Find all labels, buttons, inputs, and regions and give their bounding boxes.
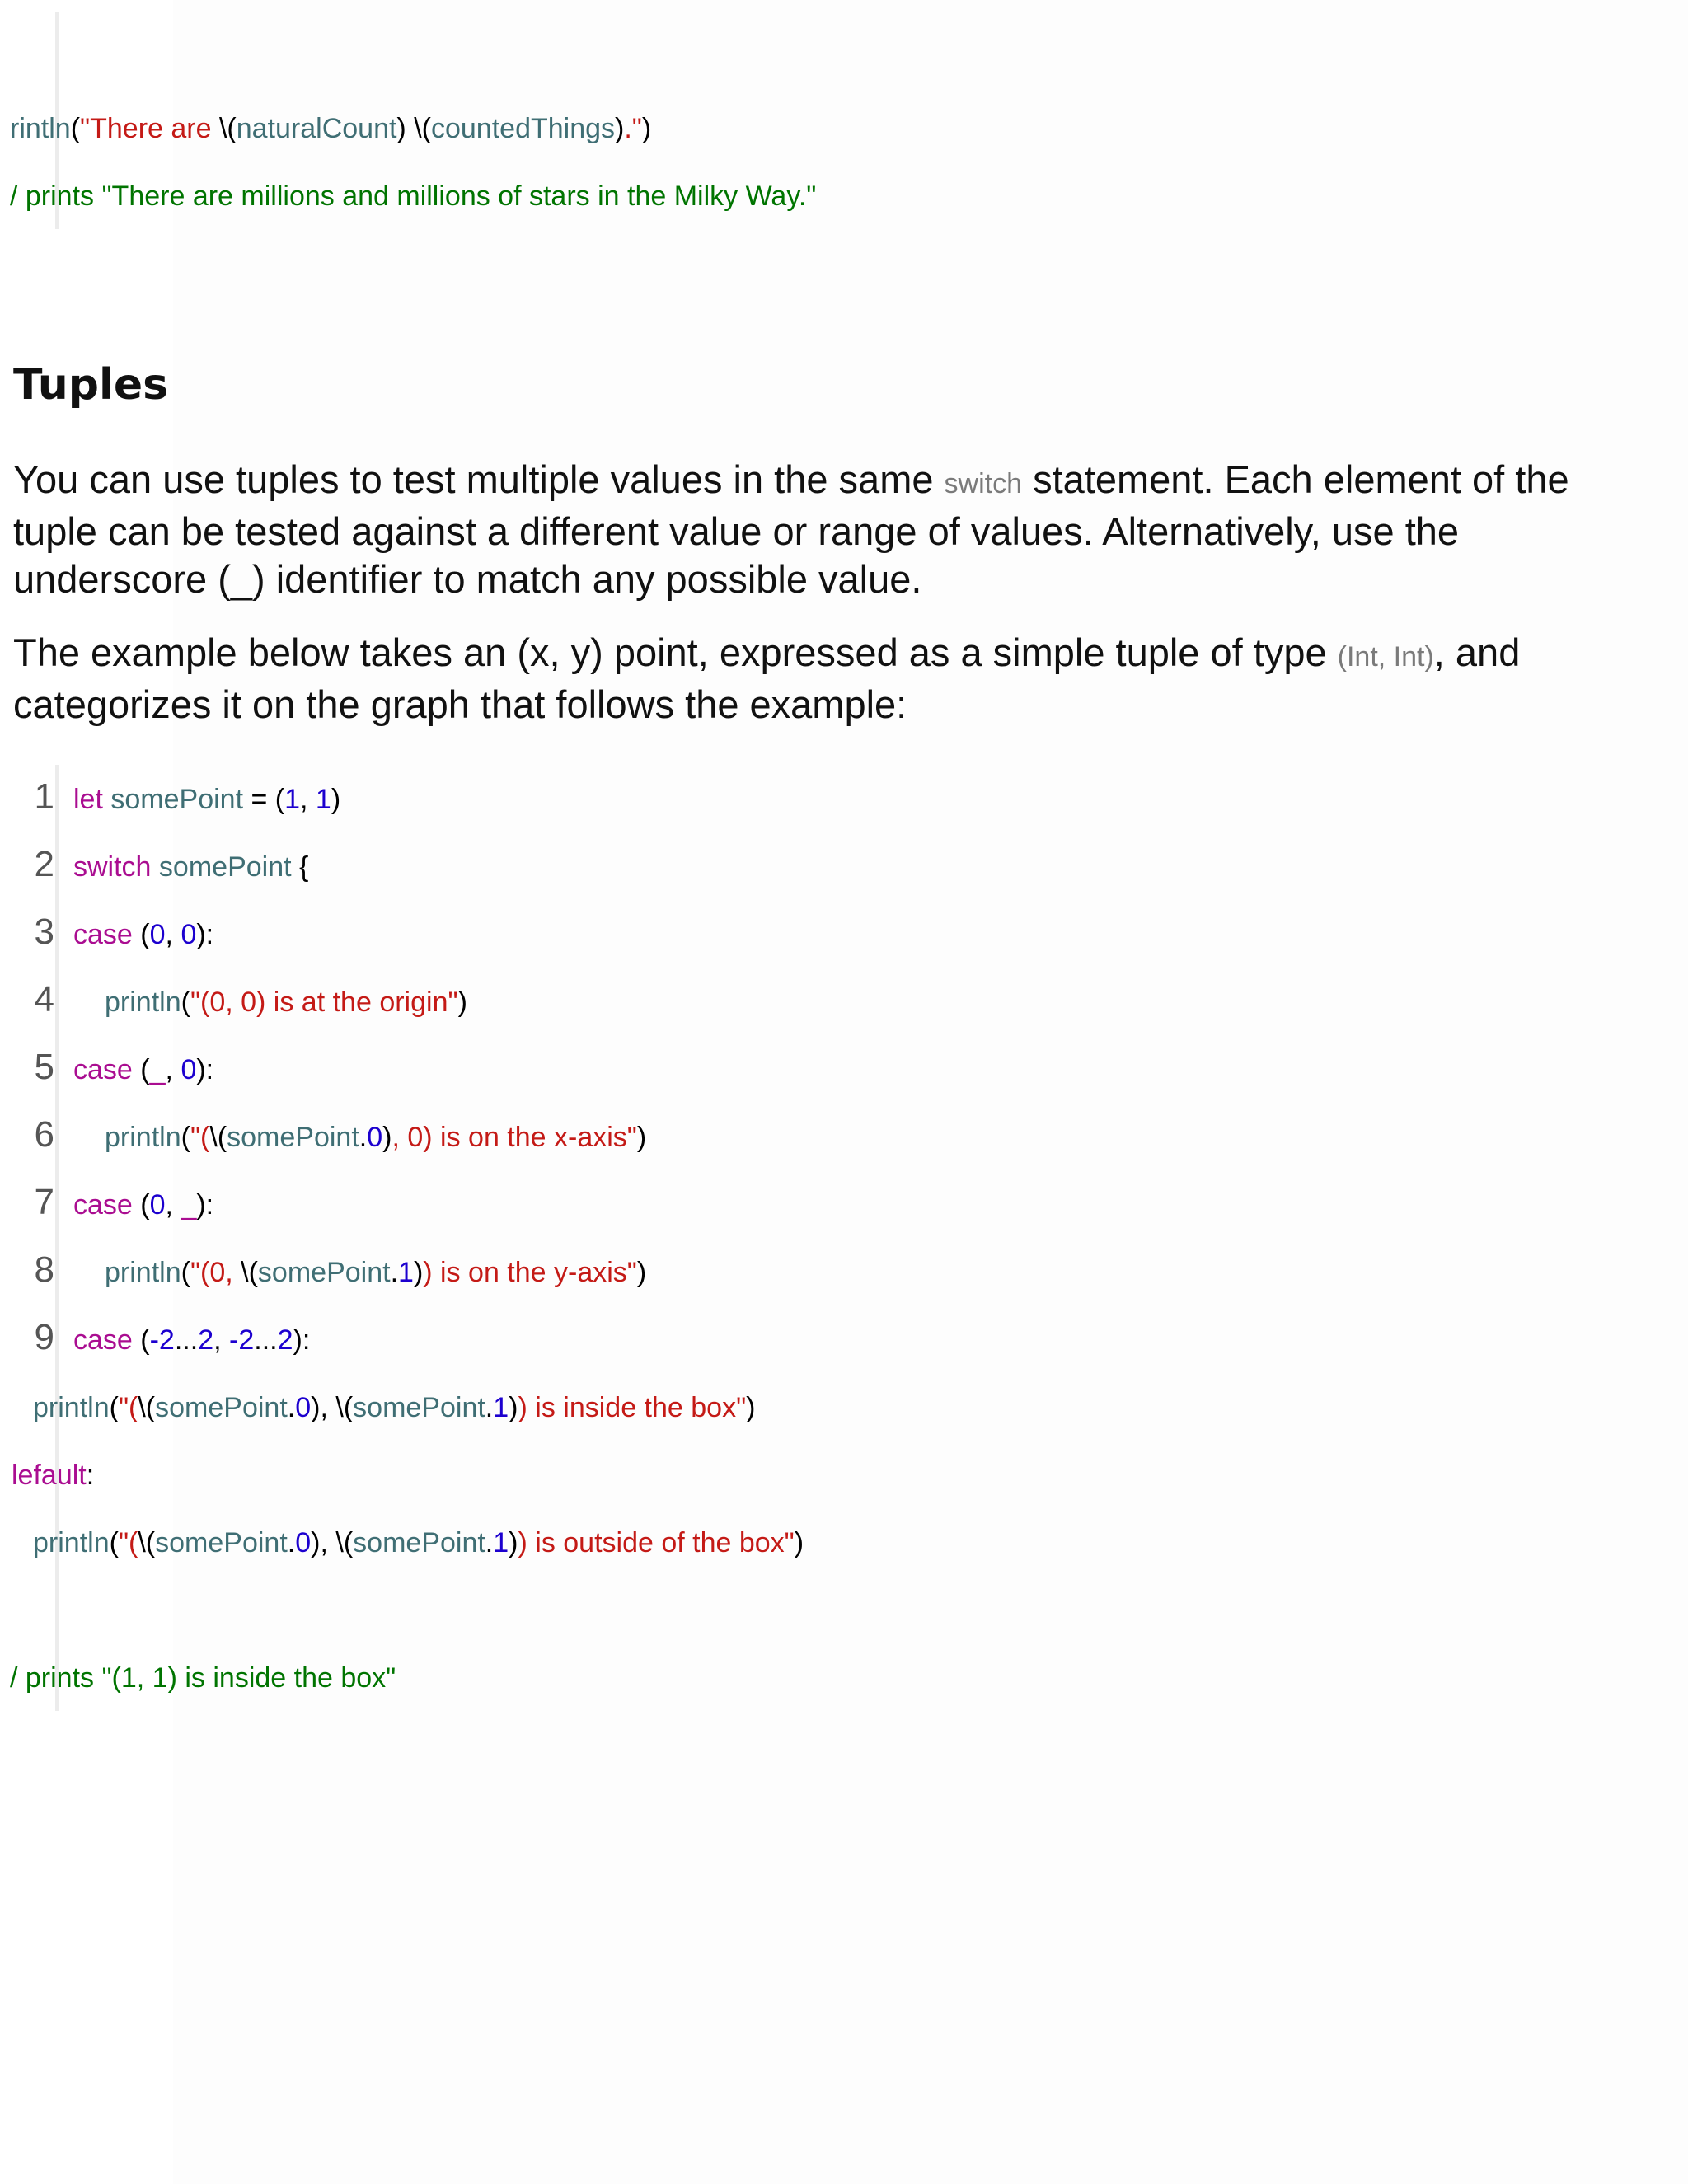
token-number: 0 [295,1527,312,1558]
inline-code-switch: switch [944,468,1023,499]
code-line-4 [105,986,467,1019]
code-comment-prints-stars: / prints "There are millions and millions of stars in the Milky Way." [10,180,817,212]
token-number: 1 [284,784,301,815]
code-gutter-example [55,765,59,1711]
token-string: "(0, 0) is at the origin" [190,987,458,1018]
token-punct: ( [181,987,190,1018]
token-punct: ) [641,113,652,144]
token-punct: ): [196,1054,214,1085]
token-punct: : [86,1460,95,1491]
code-line-7 [73,1188,213,1221]
token-keyword: case [73,1054,133,1085]
code-line-10 [33,1391,755,1424]
token-operator: = [243,784,275,815]
token-punct: ( [181,1257,190,1288]
token-interp: \( [335,1392,354,1423]
token-interp: \( [209,1122,227,1153]
line-number-5: 5 [34,1047,54,1087]
token-function: println [33,1527,110,1558]
code-line-println-natural-count [10,112,651,145]
token-punct: , [300,784,316,815]
token-operator: ... [254,1324,278,1356]
token-string: ) is outside of the box" [518,1527,795,1558]
token-function: println [105,1122,181,1153]
token-punct: ): [293,1324,311,1356]
token-punct: ( [274,784,285,815]
token-function: rintln [10,113,71,144]
token-string: "( [118,1392,138,1423]
token-number: 1 [493,1527,509,1558]
token-punct: . [359,1122,368,1153]
token-wildcard: _ [181,1189,197,1221]
token-function: println [33,1392,110,1423]
token-punct: . [485,1527,494,1558]
token-number: -2 [149,1324,175,1356]
token-punct: ) [331,784,341,815]
token-punct: ) [636,1122,647,1153]
token-keyword: case [73,1324,133,1356]
token-punct: ) [509,1527,518,1558]
token-keyword: let [73,784,103,815]
code-line-3 [73,918,213,951]
inline-code-int-int: (Int, Int) [1337,641,1434,673]
token-punct: ( [132,919,150,950]
token-identifier: somePoint [155,1527,288,1558]
line-number-3: 3 [34,912,54,952]
token-punct: ) [396,113,415,144]
line-number-2: 2 [34,844,54,884]
line-number-7: 7 [34,1182,54,1222]
token-punct: ) [382,1122,392,1153]
token-punct: ( [109,1527,119,1558]
token-keyword: case [73,1189,133,1221]
token-punct: , [320,1392,336,1423]
token-punct: ) [636,1257,647,1288]
line-number-9: 9 [34,1317,54,1357]
token-identifier: somePoint [158,851,292,883]
token-number: 1 [493,1392,509,1423]
token-function: println [105,1257,181,1288]
paragraph-text: You can use tuples to test multiple values in the same [13,457,945,501]
token-number: 2 [277,1324,293,1356]
page-panel [173,0,1688,2184]
token-punct: ) [746,1392,756,1423]
token-punct: { [291,851,309,883]
token-identifier: somePoint [353,1392,485,1423]
code-line-12 [33,1526,804,1559]
token-wildcard: _ [149,1054,166,1085]
token-interp: \( [218,113,237,144]
code-line-5 [73,1053,213,1086]
token-interp: \( [241,1257,258,1288]
token-number: 0 [181,919,197,950]
token-number: 1 [398,1257,414,1288]
line-number-4: 4 [34,979,54,1019]
code-line-6 [105,1121,646,1154]
token-identifier: somePoint [110,784,244,815]
token-number: 0 [181,1054,197,1085]
token-number: 0 [149,1189,166,1221]
token-punct: ( [109,1392,119,1423]
paragraph-example-description [13,629,1653,729]
token-punct: ): [196,919,214,950]
token-interp: \( [138,1392,156,1423]
token-punct: ) [311,1392,321,1423]
token-number: 0 [295,1392,312,1423]
token-punct: ) [794,1527,804,1558]
token-punct: ) [615,113,625,144]
token-number: 2 [198,1324,214,1356]
token-punct: ( [132,1189,150,1221]
code-line-2 [73,851,308,883]
token-punct: . [287,1392,296,1423]
paragraph-text: The example below takes an (x, y) point, expressed as a simple tuple of type [13,630,1338,674]
line-number-1: 1 [34,776,54,817]
token-string: ) is on the y-axis" [423,1257,637,1288]
token-punct: . [390,1257,399,1288]
code-comment-prints-inside-box: / prints "(1, 1) is inside the box" [10,1662,396,1694]
token-punct: ): [196,1189,214,1221]
token-string: ." [624,113,642,144]
token-punct: ) [413,1257,424,1288]
token-string: ) is inside the box" [518,1392,747,1423]
token-punct: , [165,1054,181,1085]
token-operator: ... [174,1324,199,1356]
token-string: "( [190,1122,210,1153]
line-number-8: 8 [34,1249,54,1290]
token-interp: \( [138,1527,156,1558]
token-string: , 0) is on the x-axis" [392,1122,637,1153]
token-punct: ( [181,1122,190,1153]
token-punct: , [165,1189,181,1221]
code-line-11 [12,1459,94,1492]
token-number: 1 [315,784,331,815]
token-string: "( [118,1527,138,1558]
token-keyword: switch [73,851,152,883]
code-line-1 [73,783,340,816]
token-punct: , [165,919,181,950]
line-number-6: 6 [34,1114,54,1155]
token-punct: , [213,1324,230,1356]
token-identifier: naturalCount [236,113,397,144]
token-punct: ) [457,987,467,1018]
token-number: 0 [367,1122,383,1153]
token-string: "(0, [190,1257,241,1288]
token-punct: . [485,1392,494,1423]
token-punct: . [287,1527,296,1558]
paragraph-tuples-intro [13,456,1653,603]
token-punct: , [320,1527,336,1558]
token-punct: ( [70,113,81,144]
code-line-9 [73,1324,310,1357]
token-identifier: somePoint [353,1527,485,1558]
token-function: println [105,987,181,1018]
token-identifier: countedThings [430,113,616,144]
paragraph-text: , and categorizes it on the graph that follows the example: [13,630,1521,726]
token-punct: ( [132,1324,150,1356]
paragraph-text: statement. Each element of the tuple can be tested against a different value or range of values. Alternatively, use the underscore (_) identifier to match any possible value. [13,457,1569,601]
token-identifier: somePoint [227,1122,359,1153]
section-title: Tuples [13,360,169,410]
token-identifier: somePoint [257,1257,391,1288]
token-number: -2 [229,1324,255,1356]
token-keyword: case [73,919,133,950]
token-punct: ) [509,1392,518,1423]
token-number: 0 [149,919,166,950]
token-punct: ( [132,1054,150,1085]
token-interp: \( [414,113,431,144]
token-interp: \( [335,1527,354,1558]
code-line-8 [105,1256,646,1289]
token-string: "There are [80,113,219,144]
token-punct: ) [311,1527,321,1558]
token-keyword: lefault [12,1460,87,1491]
token-identifier: somePoint [155,1392,288,1423]
